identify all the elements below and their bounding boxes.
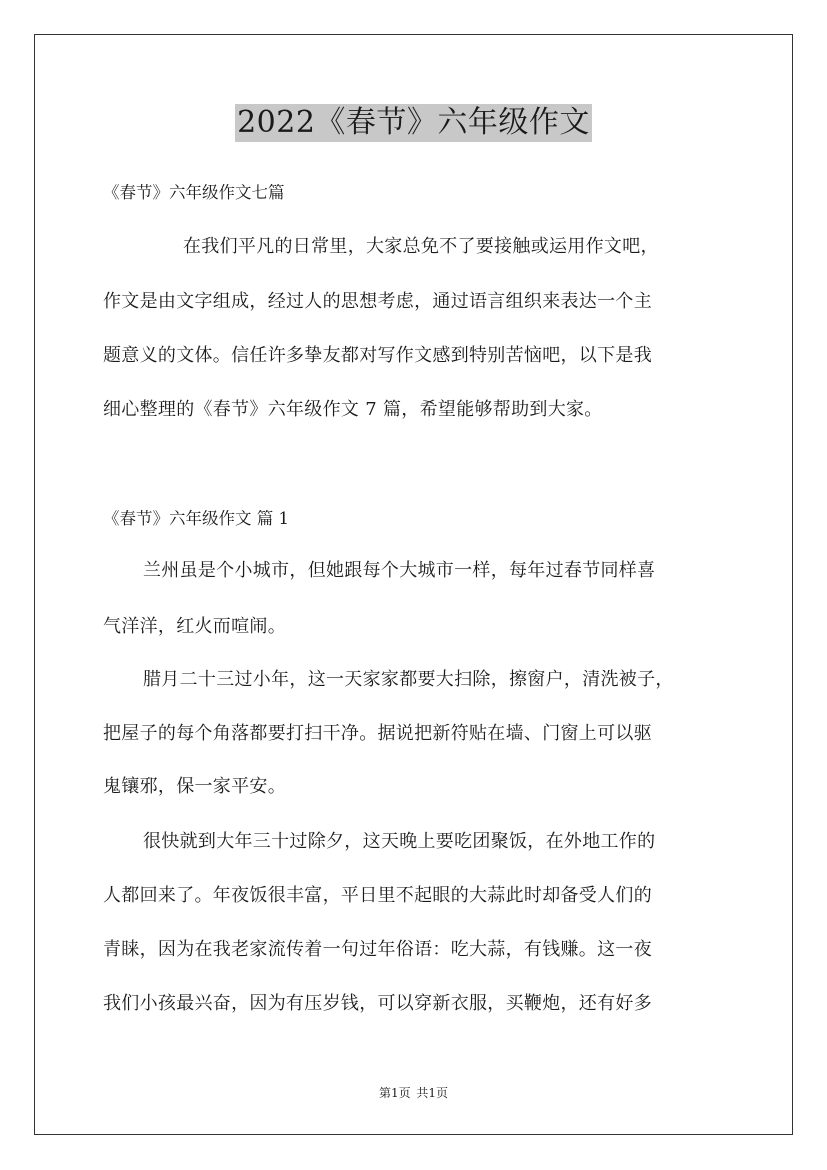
intro-line: 在我们平凡的日常里，大家总免不了要接触或运用作文吧， — [183, 236, 659, 257]
body-line: 很快就到大年三十过除夕，这天晚上要吃团聚饭，在外地工作的 — [143, 831, 656, 852]
body-line: 鬼镶邪，保一家平安。 — [103, 776, 286, 797]
body-line: 人都回来了。年夜饭很丰富，平日里不起眼的大蒜此时却备受人们的 — [103, 885, 652, 906]
intro-line: 细心整理的《春节》六年级作文 7 篇，希望能够帮助到大家。 — [103, 399, 603, 420]
intro-heading: 《春节》六年级作文七篇 — [103, 183, 285, 202]
page-number: 第1页 — [378, 1086, 411, 1100]
intro-line: 题意义的文体。信任许多挚友都对写作文感到特别苦恼吧，以下是我 — [103, 345, 652, 366]
body-line: 把屋子的每个角落都要打扫干净。据说把新符贴在墙、门窗上可以驱 — [103, 723, 652, 744]
document-title: 2022《春节》六年级作文 — [237, 105, 590, 140]
intro-line: 作文是由文字组成，经过人的思想考虑，通过语言组织来表达一个主 — [103, 291, 652, 312]
body-line: 气洋洋，红火而喧闹。 — [103, 616, 286, 637]
page-total: 共1页 — [416, 1086, 449, 1100]
body-line: 兰州虽是个小城市，但她跟每个大城市一样，每年过春节同样喜 — [143, 560, 656, 581]
body-line: 我们小孩最兴奋，因为有压岁钱，可以穿新衣服，买鞭炮，还有好多 — [103, 993, 652, 1014]
title-container — [0, 104, 827, 142]
page-footer — [0, 1085, 827, 1101]
body-line: 腊月二十三过小年，这一天家家都要大扫除，擦窗户，清洗被子， — [143, 669, 674, 690]
section-heading: 《春节》六年级作文 篇 1 — [103, 509, 289, 528]
body-line: 青睐，因为在我老家流传着一句过年俗语：吃大蒜，有钱赚。这一夜 — [103, 939, 652, 960]
